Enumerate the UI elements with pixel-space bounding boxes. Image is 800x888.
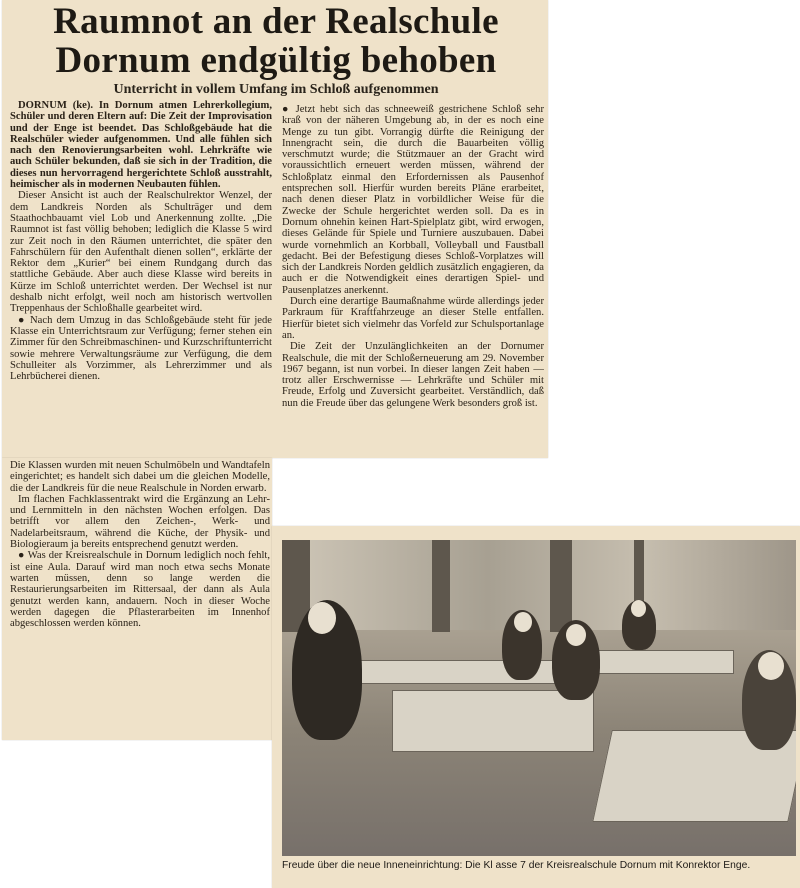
photo-face	[514, 612, 532, 632]
paragraph-aula: ● Was der Kreisrealschule in Dornum lediglich noch fehlt, ist eine Aula. Darauf wird man noch etwa sechs Monate warten müssen, denn so lange werden die Restaurierungsarbeiten im Rittersaal, der dann als Aula genutzt werden kann, andauern. Noch in dieser Woche werden dagegen die Pflasterarbeiten im Innenhof abgeschlossen werden können.	[10, 550, 270, 630]
photo-caption: Freude über die neue Inneneinrichtung: Die Kl asse 7 der Kreisrealschule Dornum mit Konrektor Enge.	[282, 860, 751, 871]
article-clipping-top	[2, 0, 548, 458]
paragraph-furniture: Die Klassen wurden mit neuen Schulmöbeln und Wandtafeln eingerichtet; es handelt sich dabei um die gleichen Modelle, die der Landkreis für die neue Realschule in Norden erwarb.	[10, 460, 270, 494]
photo-desk	[582, 650, 734, 674]
headline-line-2: Dornum endgültig behoben	[55, 40, 497, 81]
headline	[8, 2, 544, 80]
photo-face	[631, 600, 646, 617]
article-column-1	[10, 100, 272, 460]
photo-pillar	[550, 540, 572, 632]
photo-face	[566, 624, 586, 646]
article-column-2	[282, 104, 544, 456]
article-clipping-continued	[2, 458, 272, 740]
classroom-photo	[282, 540, 796, 856]
photo-clipping	[272, 526, 800, 888]
article-column-1-continued	[10, 460, 270, 738]
subheadline: Unterricht in vollem Umfang im Schloß aufgenommen	[113, 82, 439, 97]
photo-teacher-desk	[392, 690, 594, 752]
paragraph-rooms: ● Nach dem Umzug in das Schloßgebäude steht für jede Klasse ein Unterrichtsraum zur Verfügung; ferner stehen ein Zimmer für den Schreibmaschinen- und Kurzschriftunterricht sowie mehrere Verwaltungsräume zur Verfügung, die dem Schulleiter als Vorzimmer, als Lehrerzimmer und als Lehrbücherei dienen.	[10, 314, 272, 383]
paragraph-specialist-rooms: Im flachen Fachklassentrakt wird die Ergänzung an Lehr- und Lernmitteln in den nächsten Wochen erfolgen. Das betrifft vor allem den Zeichen-, Werk- und Nadelarbeitsraum, während die Küche, der Physik- und Biologieraum ja bereits entsprechend genutzt werden.	[10, 493, 270, 551]
paragraph-rector: Dieser Ansicht ist auch der Realschulrektor Wenzel, der dem Landkreis Norden als Schulträger und dem Staathochbauamt viel Lob und Anerkennung zollte. „Die Raumnot ist fast völlig behoben; lediglich die Klasse 5 wird zur Zeit noch in den Räumen unterrichtet, die später den Fahrschülern für den Aufenthalt dienen sollen“, erklärte der Rektor dem „Kurier“ bei einem Rundgang durch das stattliche Gebäude. Aber auch diese Klasse wird bereits in Kürze im Schloß unterrichtet werden. Der Wechsel ist nur deshalb nicht erfolgt, weil noch am historisch wertvollen Treppenhaus der Schloßhalle gearbeitet wird.	[10, 190, 272, 315]
photo-face	[758, 652, 784, 680]
paragraph-conclusion: Die Zeit der Unzulänglichkeiten an der Dornumer Realschule, die mit der Schloßerneuerung am 29. November 1967 begann, ist nun vorbei. In dieser langen Zeit haben — trotz aller Erschwernisse — Lehrkräfte und Schüler mit Freude, Erfolg und Zuversicht gearbeitet. Verständlich, daß nun die Freude über das gelungene Werk besonders groß ist.	[282, 341, 544, 409]
paragraph-surroundings: ● Jetzt hebt sich das schneeweiß gestrichene Schloß sehr kraß von der näheren Umgebung ab, in der es noch eine Menge zu tun gibt. Vorrangig dürfte die Reinigung der Innengracht sein, die durch die Bauarbeiten völlig verschmutzt wurde; die Stützmauer an der Gracht wird voraussichtlich erneuert werden müssen, während der Schloßplatz einmal den Erfordernissen als Pausenhof entsprechen soll. Hierfür wurden bereits Pläne erarbeitet, nach denen dieser Platz in vorbildlicher Weise für die Zwecke der Schule hergerichtet werden soll. Da es in Dornum ohnehin keinen Hart-Spielplatz gibt, wird erwogen, dieses Gelände für Spiele und Turniere auszubauen. Dabei wurde vornehmlich an Korbball, Volleyball und Faustball gedacht. Bei der Befestigung dieses Schloß-Vorplatzes will sich der Landkreis Norden geldlich zusätzlich engagieren, da auch er die Notwendigkeit eines derartigen Spiel- und Pausenplatzes anerkennt.	[282, 104, 544, 296]
headline-line-1: Raumnot an der Realschule	[53, 1, 499, 42]
photo-wall	[282, 540, 796, 630]
paragraph-parking: Durch eine derartige Baumaßnahme würde allerdings jeder Parkraum für Kraftfahrzeuge an dieser Stelle entfallen. Hierfür bietet sich vielmehr das Vorfeld zur Schulsportanlage an.	[282, 296, 544, 341]
lead-paragraph: DORNUM (ke). In Dornum atmen Lehrerkollegium, Schüler und deren Eltern auf: Die Zeit der Improvisation und der Enge ist beendet. Das Schloßgebäude hat die Realschüler wieder aufgenommen. Und alle fühlen sich nach den Renovierungsarbeiten wohl. Lehrkräfte wie auch Schüler bekunden, daß sie sich in der Tradition, die dieses nun hervorragend hergerichtete Schloß ausstrahlt, heimischer als in modernen Neubauten fühlen.	[10, 100, 272, 191]
photo-pillar	[432, 540, 450, 632]
photo-face	[308, 602, 336, 634]
